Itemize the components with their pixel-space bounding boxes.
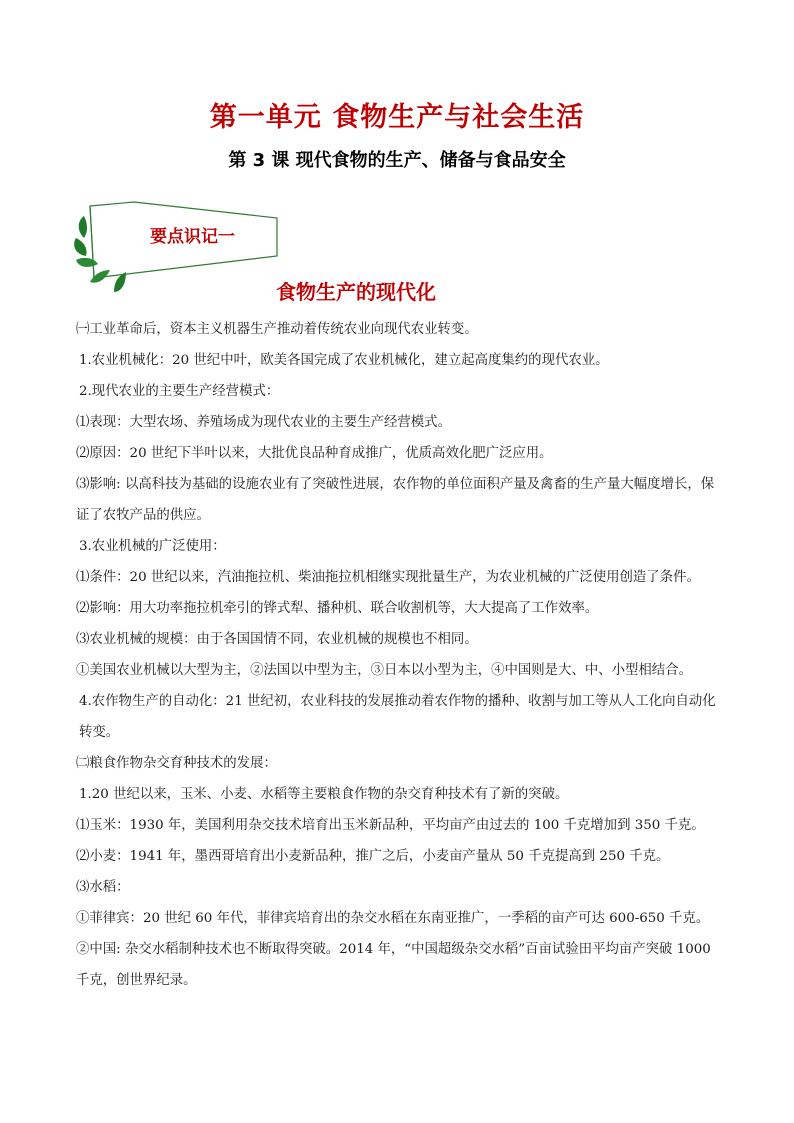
paragraph-line: ⑶水稻： [76,880,130,895]
paragraph-line: ⑶影响: 以高科技为基础的设施农业有了突破性进展，农作物的单位面积产量及禽畜的生产量大幅度增长，保证了农牧产品的供应。 [76,477,715,523]
paragraph-line: ⑴条件：20 世纪以来，汽油拖拉机、柴油拖拉机相继实现批量生产，为农业机械的广泛使用创造了条件。 [76,570,700,585]
lesson-title: 第 3 课 现代食物的生产、储备与食品安全 [228,150,566,171]
paragraph-line: ⑵影响：用大功率拖拉机牵引的铧式犁、播种机、联合收割机等，大大提高了工作效率。 [76,601,599,616]
section-title: 食物生产的现代化 [276,280,436,304]
badge-label: 要点识记一 [150,227,235,247]
paragraph-line: 1.20 世纪以来，玉米、小麦、水稻等主要粮食作物的杂交育种技术有了新的突破。 [79,787,569,802]
paragraph-line: ⑵小麦：1941 年，墨西哥培育出小麦新品种，推广之后，小麦亩产量从 50 千克提高到 250 千克。 [76,849,670,864]
content-body [76,314,724,996]
paragraph-line: 1.农业机械化：20 世纪中叶，欧美各国完成了农业机械化，建立起高度集约的现代农业。 [79,353,609,368]
paragraph-line: 2.现代农业的主要生产经营模式： [79,384,280,399]
paragraph-line: ㈡粮食作物杂交育种技术的发展： [76,756,277,771]
paragraph-line: ⑴玉米：1930 年，美国利用杂交技术培育出玉米新品种，平均亩产由过去的 100 千克增加到 350 千克。 [76,818,705,833]
paragraph-line: ①菲律宾：20 世纪 60 年代，菲律宾培育出的杂交水稻在东南亚推广，一季稻的亩产可达 600-650 千克。 [76,911,710,926]
paragraph-line: ①美国农业机械以大型为主，②法国以中型为主，③日本以小型为主，④中国则是大、中、小型相结合。 [76,663,692,678]
unit-title: 第一单元 食物生产与社会生活 [209,102,585,133]
paragraph-line: 3.农业机械的广泛使用： [79,539,226,554]
paragraph-line: ⑴表现：大型农场、养殖场成为现代农业的主要生产经营模式。 [76,415,451,430]
paragraph-line: ⑵原因：20 世纪下半叶以来，大批优良品种育成推广，优质高效化肥广泛应用。 [76,446,553,461]
paragraph-line: 4.农作物生产的自动化：21 世纪初，农业科技的发展推动着农作物的播种、收割与加工等从人工化向自动化转变。 [79,694,716,740]
paragraph-line: ㈠工业革命后，资本主义机器生产推动着传统农业向现代农业转变。 [76,322,478,337]
paragraph-line: ②中国: 杂交水稻制种技术也不断取得突破。2014 年，“中国超级杂交水稻”百亩试验田平均亩产突破 1000 千克，创世界纪录。 [76,942,711,988]
paragraph-line: ⑶农业机械的规模：由于各国国情不同，农业机械的规模也不相同。 [76,632,478,647]
